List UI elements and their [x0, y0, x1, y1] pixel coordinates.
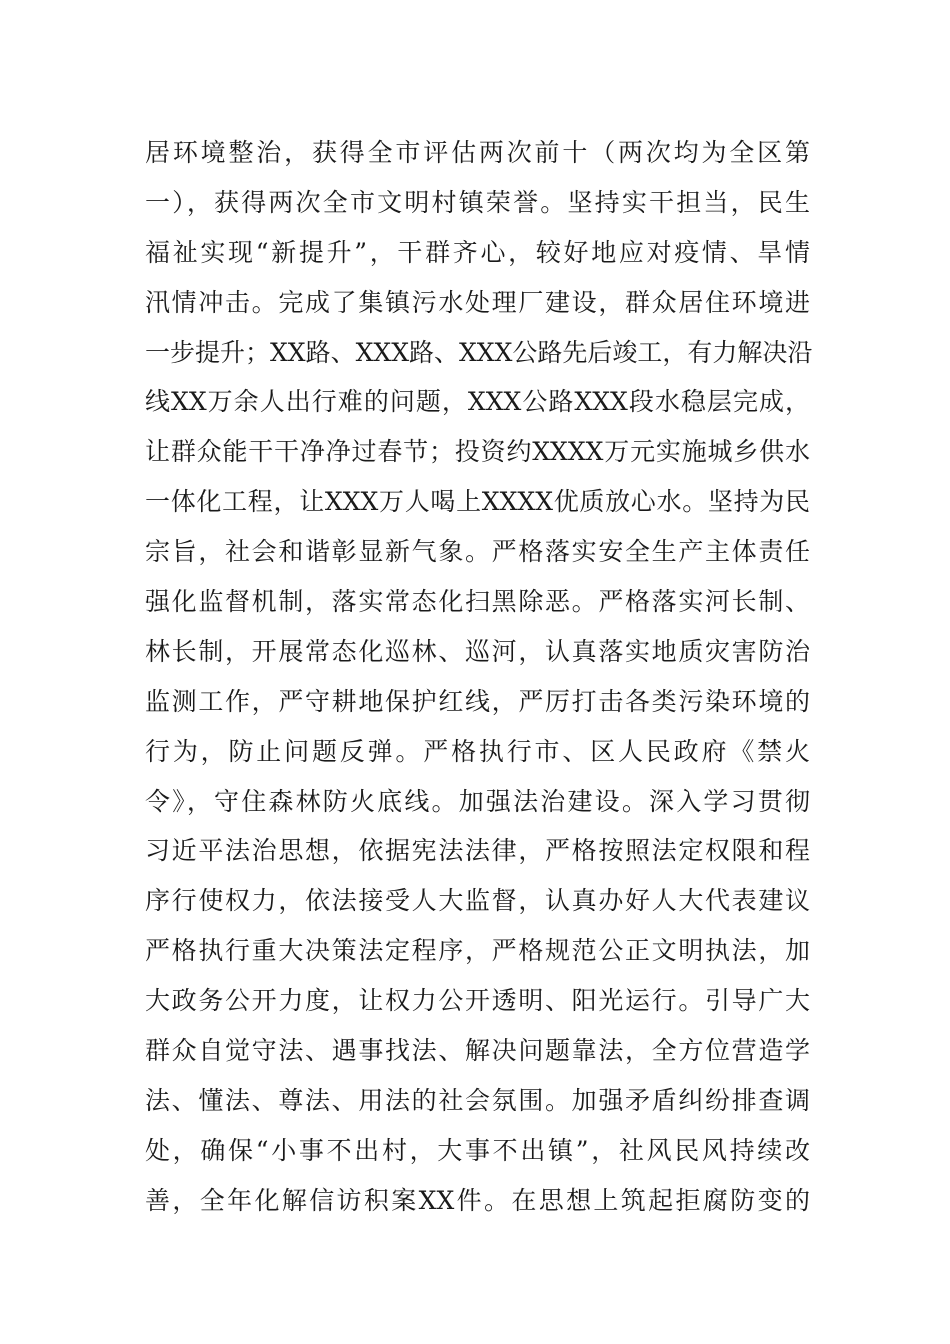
- text-line: 令》，守住森林防火底线。加强法治建设。深入学习贯彻: [145, 786, 810, 816]
- text-line: 线XX万余人出行难的问题，XXX公路XXX段水稳层完成，: [145, 387, 810, 417]
- text-line: 监测工作，严守耕地保护红线，严厉打击各类污染环境的: [145, 686, 810, 716]
- text-line: 群众自觉守法、遇事找法、解决问题靠法，全方位营造学: [145, 1036, 810, 1066]
- text-line: 福祉实现“新提升”，干群齐心，较好地应对疫情、旱情: [145, 237, 810, 267]
- text-line: 处，确保“小事不出村，大事不出镇”，社风民风持续改: [145, 1135, 810, 1165]
- text-line: 行为，防止问题反弹。严格执行市、区人民政府《禁火: [145, 736, 810, 766]
- text-line: 习近平法治思想，依据宪法法律，严格按照法定权限和程: [145, 836, 810, 866]
- text-line: 严格执行重大决策法定程序，严格规范公正文明执法，加: [145, 936, 810, 966]
- text-line: 让群众能干干净净过春节；投资约XXXX万元实施城乡供水: [145, 437, 810, 467]
- text-line: 大政务公开力度，让权力公开透明、阳光运行。引导广大: [145, 986, 810, 1016]
- text-line: 宗旨，社会和谐彰显新气象。严格落实安全生产主体责任: [145, 537, 810, 567]
- body-text: [145, 128, 813, 1226]
- text-line: 一步提升；XX路、XXX路、XXX公路先后竣工，有力解决沿: [145, 337, 813, 367]
- text-line: 林长制，开展常态化巡林、巡河，认真落实地质灾害防治: [145, 636, 810, 666]
- text-line: 善，全年化解信访积案XX件。在思想上筑起拒腐防变的: [145, 1185, 810, 1215]
- text-line: 强化监督机制，落实常态化扫黑除恶。严格落实河长制、: [145, 587, 810, 617]
- text-line: 汛情冲击。完成了集镇污水处理厂建设，群众居住环境进: [145, 287, 810, 317]
- text-line: 居环境整治，获得全市评估两次前十（两次均为全区第: [145, 138, 810, 167]
- text-line: 法、懂法、尊法、用法的社会氛围。加强矛盾纠纷排查调: [145, 1085, 810, 1115]
- text-line: 一体化工程，让XXX万人喝上XXXX优质放心水。坚持为民: [145, 487, 810, 517]
- text-line: 序行使权力，依法接受人大监督，认真办好人大代表建议: [145, 886, 810, 916]
- text-line: 一），获得两次全市文明村镇荣誉。坚持实干担当，民生: [145, 187, 810, 217]
